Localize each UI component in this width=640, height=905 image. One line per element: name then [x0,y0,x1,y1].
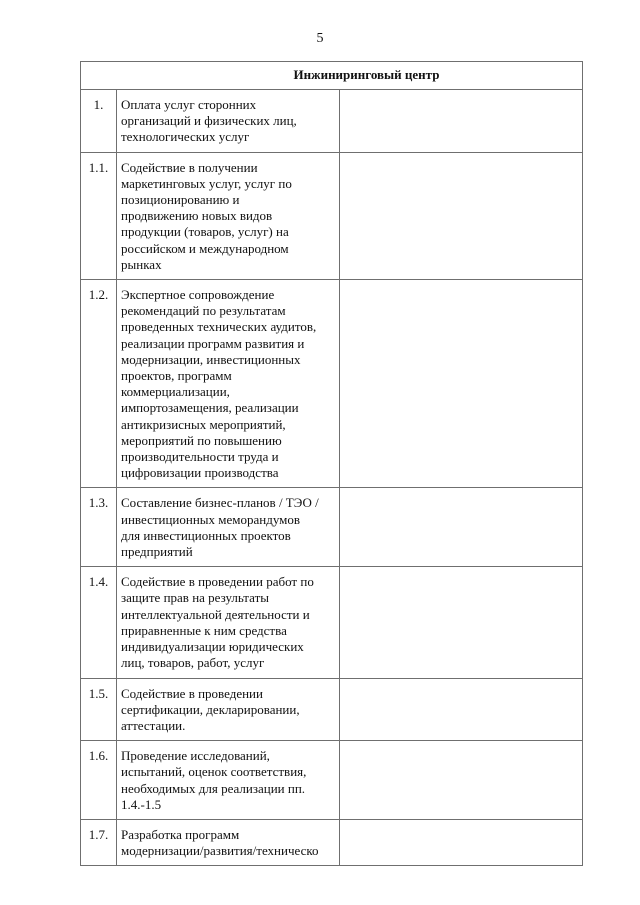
table-row [81,567,583,678]
description-line: рекомендаций по результатам [121,303,286,319]
row-description [117,819,340,865]
description-line: мероприятий по повышению [121,432,282,448]
description-line: лиц, товаров, работ, услуг [121,655,265,671]
description-line: инвестиционных меморандумов [121,511,301,527]
description-line: испытаний, оценок соответствия, [121,764,307,780]
description-line: модернизации/развития/техническо [121,843,319,859]
row-value-cell[interactable] [340,152,583,279]
description-line: сертификации, декларировании, [121,701,300,717]
description-line: индивидуализации юридических [121,639,304,655]
description-line: маркетинговых услуг, услуг по [121,175,292,191]
description-line: продвижению новых видов [121,208,273,224]
services-table [80,61,583,866]
description-line: Экспертное сопровождение [121,287,275,303]
description-line: приравненные к ним средства [121,622,287,638]
row-number: 1. [81,90,117,153]
section-header-row [81,62,583,90]
row-description [117,741,340,820]
description-line: Содействие в проведении [121,685,263,701]
row-number: 1.3. [81,488,117,567]
description-line: производительности труда и [121,449,279,465]
row-number: 1.7. [81,819,117,865]
row-description [117,567,340,678]
section-header: Инжиниринговый центр [81,62,583,90]
table-row [81,280,583,488]
row-number: 1.2. [81,280,117,488]
row-number: 1.5. [81,678,117,741]
row-description [117,678,340,741]
description-line: коммерциализации, [121,384,230,400]
description-line: для инвестиционных проектов [121,527,291,543]
description-line: аттестации. [121,717,186,733]
description-line: организаций и физических лиц, [121,113,297,129]
description-line: проектов, программ [121,368,232,384]
description-line: Содействие в получении [121,159,258,175]
description-line: предприятий [121,544,193,560]
row-number: 1.4. [81,567,117,678]
table-row [81,819,583,865]
description-line: защите прав на результаты [121,590,269,606]
description-line: позиционированию и [121,192,240,208]
description-line: импортозамещения, реализации [121,400,299,416]
description-line: рынках [121,256,162,272]
row-value-cell[interactable] [340,741,583,820]
description-line: продукции (товаров, услуг) на [121,224,289,240]
row-value-cell[interactable] [340,567,583,678]
table-row [81,678,583,741]
row-description [117,152,340,279]
page-number: 5 [316,31,324,46]
description-line: антикризисных мероприятий, [121,416,286,432]
row-value-cell[interactable] [340,280,583,488]
description-line: Проведение исследований, [121,748,270,764]
row-value-cell[interactable] [340,819,583,865]
row-description [117,488,340,567]
description-line: реализации программ развития и [121,335,305,351]
description-line: цифровизации производства [121,465,279,481]
description-line: 1.4.-1.5 [121,796,162,812]
description-line: модернизации, инвестиционных [121,351,301,367]
description-line: Оплата услуг сторонних [121,97,257,112]
row-description [117,280,340,488]
row-value-cell[interactable] [340,678,583,741]
row-value-cell[interactable] [340,90,583,153]
description-line: проведенных технических аудитов, [121,319,317,335]
description-line: интеллектуальной деятельности и [121,606,310,622]
row-number: 1.1. [81,152,117,279]
description-line: Разработка программ [121,826,240,842]
description-line: необходимых для реализации пп. [121,780,306,796]
table-row [81,741,583,820]
description-line: Содействие в проведении работ по [121,574,314,590]
description-line: российском и международном [121,240,289,256]
row-description [117,90,340,153]
table-row [81,488,583,567]
description-line: технологических услуг [121,129,250,145]
row-number: 1.6. [81,741,117,820]
description-line: Составление бизнес-планов / ТЭО / [121,495,319,511]
table-row [81,152,583,279]
row-value-cell[interactable] [340,488,583,567]
table-row [81,90,583,153]
